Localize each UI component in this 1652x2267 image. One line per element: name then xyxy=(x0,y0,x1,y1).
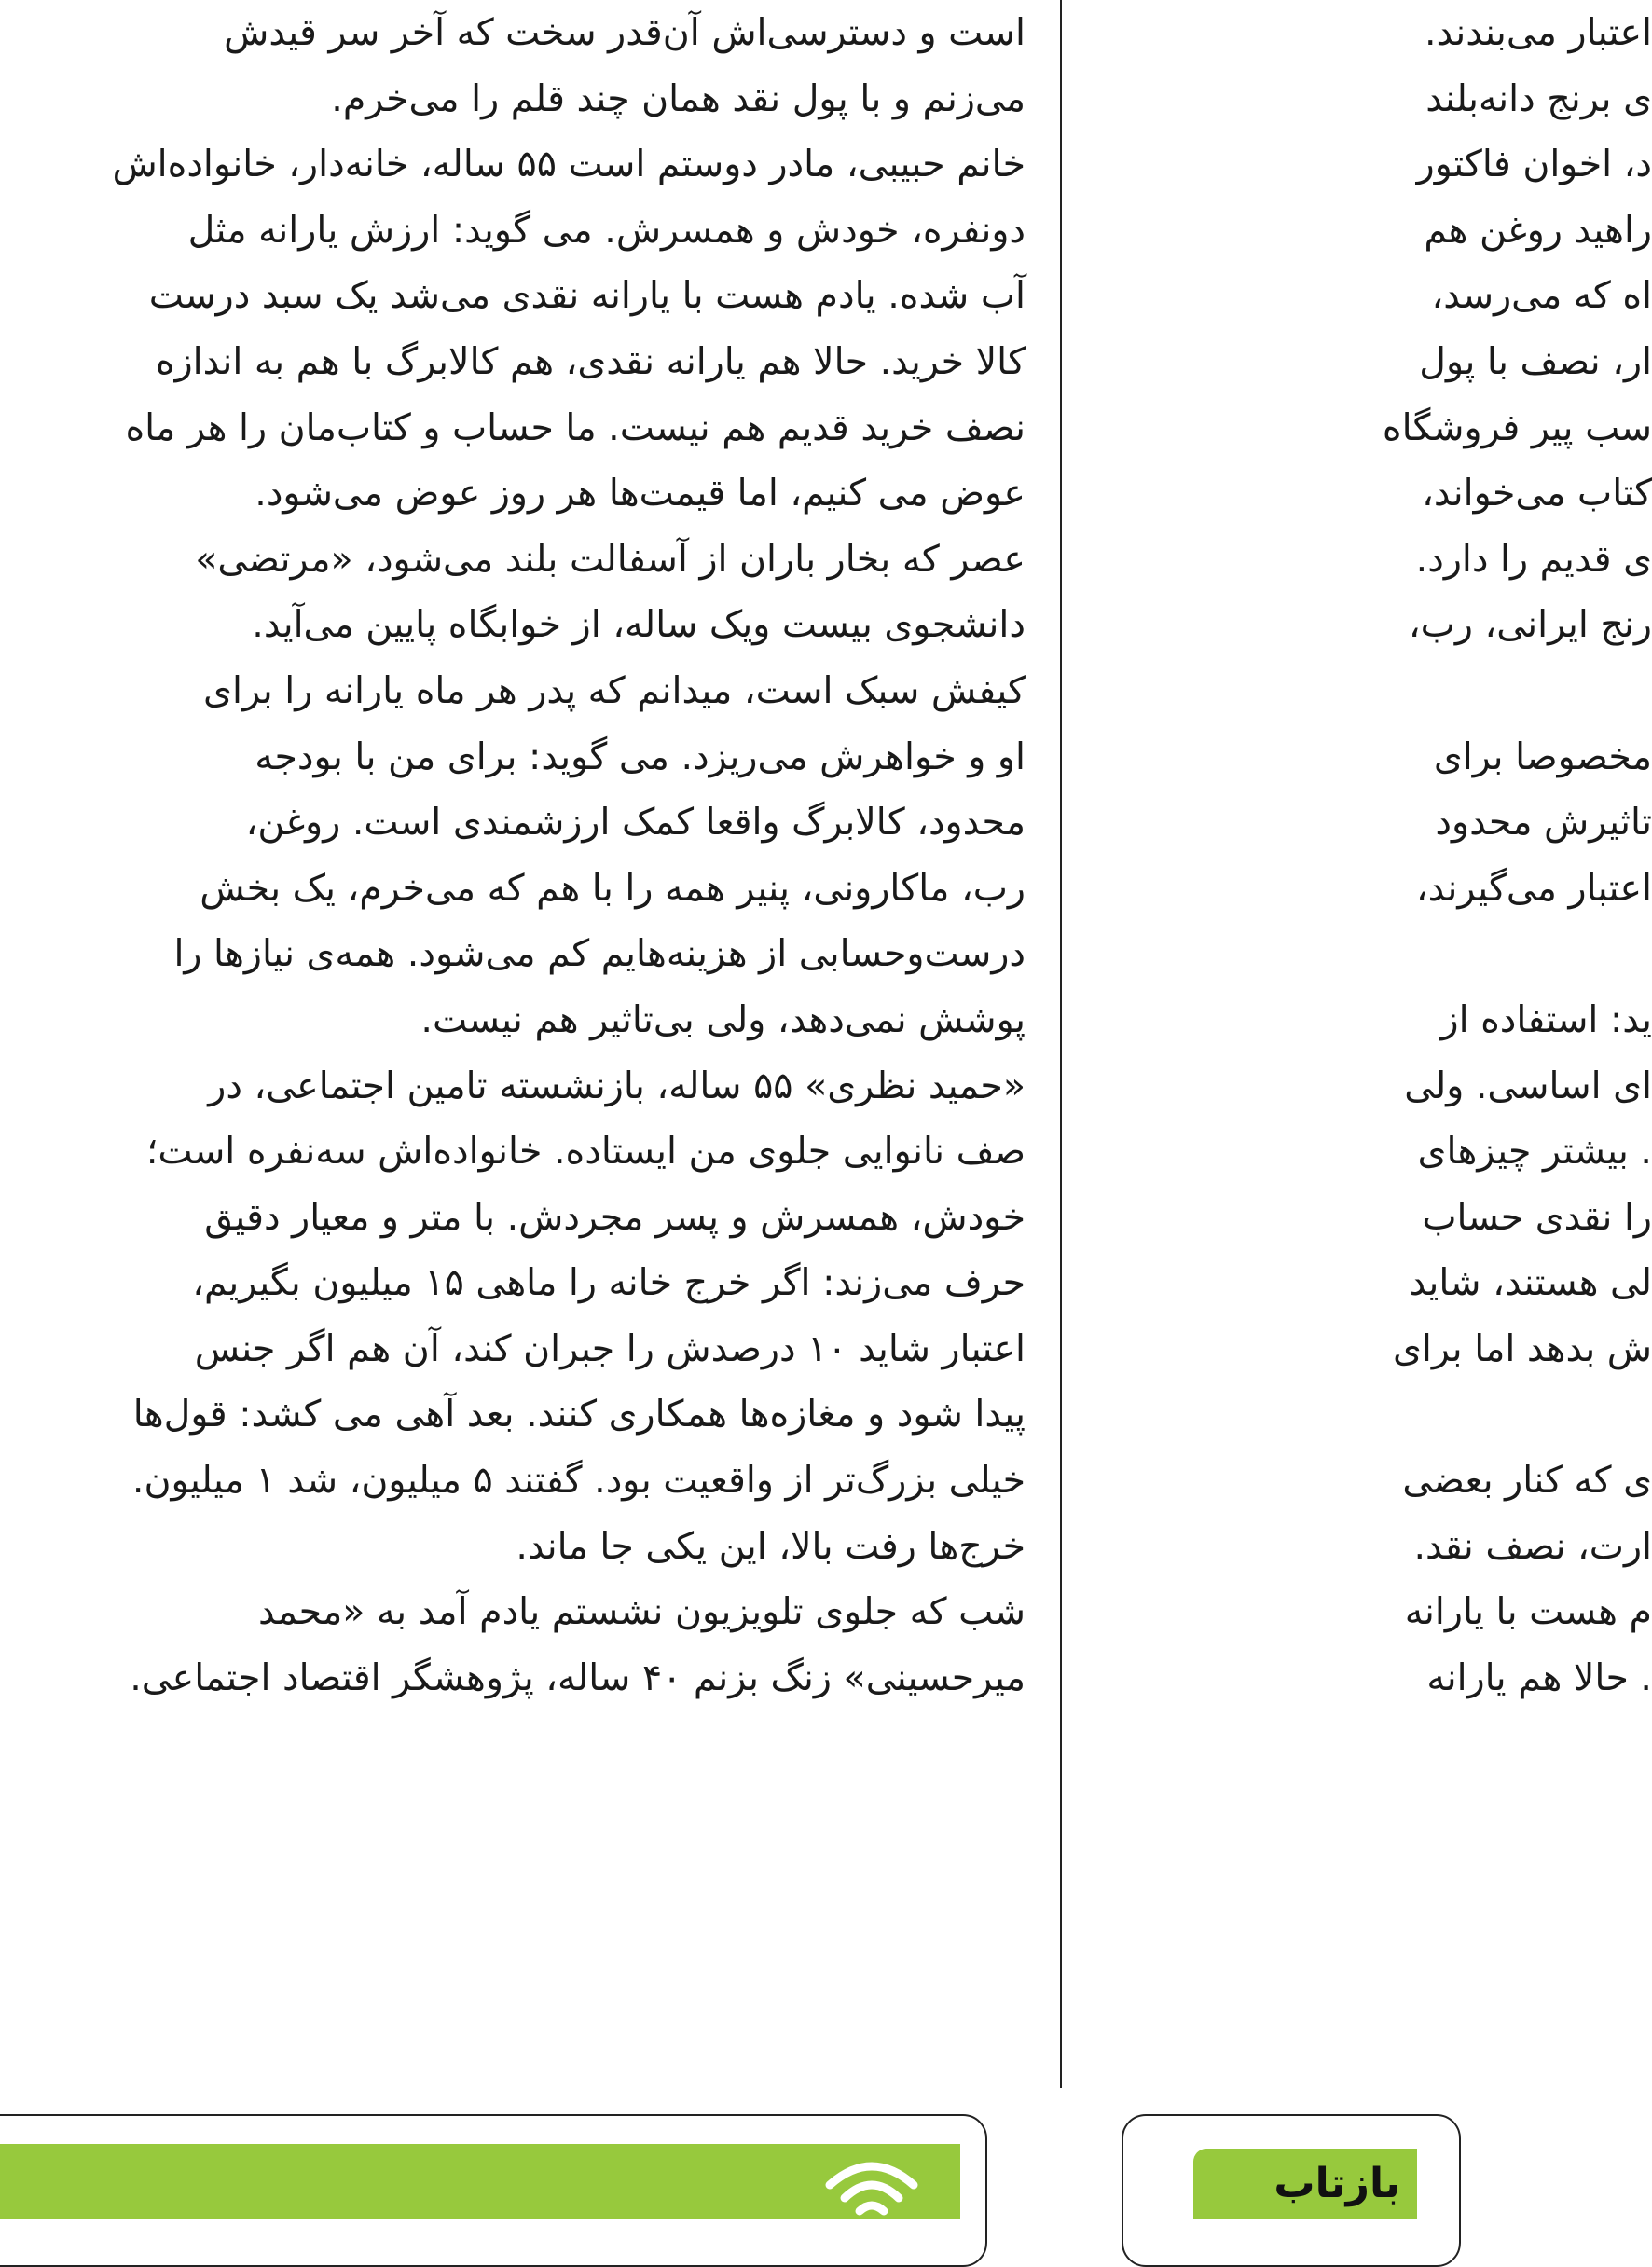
side-line: اعتبار می‌بندند. xyxy=(1424,11,1652,54)
main-line: خانم حبیبی، مادر دوستم است ۵۵ ساله، خانه‌دار، خانواده‌اش xyxy=(112,143,1026,186)
footer-banner-left xyxy=(0,2144,960,2219)
main-line: صف نانوایی جلوی من ایستاده. خانواده‌اش سه‌نفره است؛ xyxy=(145,1130,1026,1174)
main-line: است و دسترسی‌اش آن‌قدر سخت که آخر سر قیدش xyxy=(224,11,1026,54)
main-line: دونفره، خودش و همسرش. می گوید: ارزش یارانه مثل xyxy=(187,208,1026,252)
side-line: م هست با یارانه xyxy=(1404,1590,1652,1634)
side-line: تاثیرش محدود xyxy=(1435,801,1652,845)
side-line: اعتبار می‌گیرند، xyxy=(1415,866,1652,910)
side-line: ی قدیم را دارد. xyxy=(1415,537,1652,581)
main-line: عصر که بخار باران از آسفالت بلند می‌شود، «مرتضی» xyxy=(195,537,1026,581)
side-line: کتاب می‌خواند، xyxy=(1422,472,1652,515)
side-line: ی که کنار بعضی xyxy=(1402,1459,1652,1503)
side-line: ی برنج دانه‌بلند xyxy=(1425,76,1652,120)
main-line: عوض می کنیم، اما قیمت‌ها هر روز عوض می‌شود. xyxy=(255,472,1026,515)
main-column xyxy=(0,0,1026,1711)
main-line: پیدا شود و مغازه‌ها همکاری کنند. بعد آهی می کشد: قول‌ها xyxy=(132,1393,1026,1436)
side-line: ارت، نصف نقد. xyxy=(1413,1524,1652,1568)
wifi-icon xyxy=(820,2150,923,2219)
main-line: خودش، همسرش و پسر مجردش. با متر و معیار دقیق xyxy=(204,1195,1026,1239)
side-line: را نقدی حساب xyxy=(1422,1195,1652,1239)
main-line: محدود، کالابرگ واقعا کمک ارزشمندی است. روغن، xyxy=(245,801,1026,845)
main-line: میرحسینی» زنگ بزنم ۴۰ ساله، پژوهشگر اقتصاد اجتماعی. xyxy=(130,1656,1026,1699)
main-line: حرف می‌زند: اگر خرج خانه را ماهی ۱۵ میلیون بگیریم، xyxy=(192,1261,1026,1305)
side-line: اه که می‌رسد، xyxy=(1431,274,1652,318)
side-line: ش بدهد اما برای xyxy=(1392,1326,1652,1370)
main-line: دانشجوی بیست ویک ساله، از خوابگاه پایین می‌آید. xyxy=(252,603,1026,647)
main-line: کالا خرید. حالا هم یارانه نقدی، هم کالابرگ با هم به اندازه xyxy=(155,339,1026,383)
main-line: او و خواهرش می‌ریزد. می گوید: برای من با بودجه xyxy=(255,735,1026,778)
main-line: نصف خرید قدیم هم نیست. ما حساب و کتاب‌مان را هر ماه xyxy=(125,405,1026,449)
main-line: خرج‌ها رفت بالا، این یکی جا ماند. xyxy=(516,1524,1026,1568)
side-line xyxy=(1093,921,1652,987)
side-line: ای اساسی. ولی xyxy=(1404,1064,1652,1107)
main-line: شب که جلوی تلویزیون نشستم یادم آمد به «محمد xyxy=(258,1590,1026,1634)
main-line: «حمید نظری» ۵۵ ساله، بازنشسته تامین اجتماعی، در xyxy=(208,1064,1026,1107)
side-line: . حالا هم یارانه xyxy=(1426,1656,1652,1699)
side-line: ید: استفاده از xyxy=(1440,997,1652,1041)
main-line: درست‌وحسابی از هزینه‌هایم کم می‌شود. همه‌ی نیازها را xyxy=(173,932,1026,976)
side-line xyxy=(1093,1381,1652,1448)
main-line: کیفش سبک است، میدانم که پدر هر ماه یارانه را برای xyxy=(203,668,1026,712)
side-column xyxy=(1093,0,1652,1711)
side-line: د، اخوان فاکتور xyxy=(1416,143,1652,186)
main-line: می‌زنم و با پول نقد همان چند قلم را می‌خرم. xyxy=(331,76,1026,120)
main-line: پوشش نمی‌دهد، ولی بی‌تاثیر هم نیست. xyxy=(420,997,1026,1041)
side-line xyxy=(1093,658,1652,724)
side-line: . بیشتر چیزهای xyxy=(1417,1130,1652,1174)
side-line: رنج ایرانی، رب، xyxy=(1408,603,1652,647)
side-line: لی هستند، شاید xyxy=(1409,1261,1652,1305)
main-line: خیلی بزرگ‌تر از واقعیت بود. گفتند ۵ میلیون، شد ۱ میلیون. xyxy=(131,1459,1026,1503)
section-tag: بازتاب xyxy=(1193,2149,1417,2219)
side-line: ار، نصف با پول xyxy=(1419,339,1652,383)
side-line: سب پیر فروشگاه xyxy=(1382,405,1652,449)
main-line: رب، ماکارونی، پنیر همه را با هم که می‌خرم، یک بخش xyxy=(200,866,1026,910)
column-divider xyxy=(1060,0,1062,2088)
main-line: آب شده. یادم هست با یارانه نقدی می‌شد یک سبد درست xyxy=(148,274,1026,318)
side-line: مخصوصا برای xyxy=(1433,735,1652,778)
side-line: راهید روغن هم xyxy=(1424,208,1652,252)
main-line: اعتبار شاید ۱۰ درصدش را جبران کند، آن هم اگر جنس xyxy=(194,1326,1026,1370)
